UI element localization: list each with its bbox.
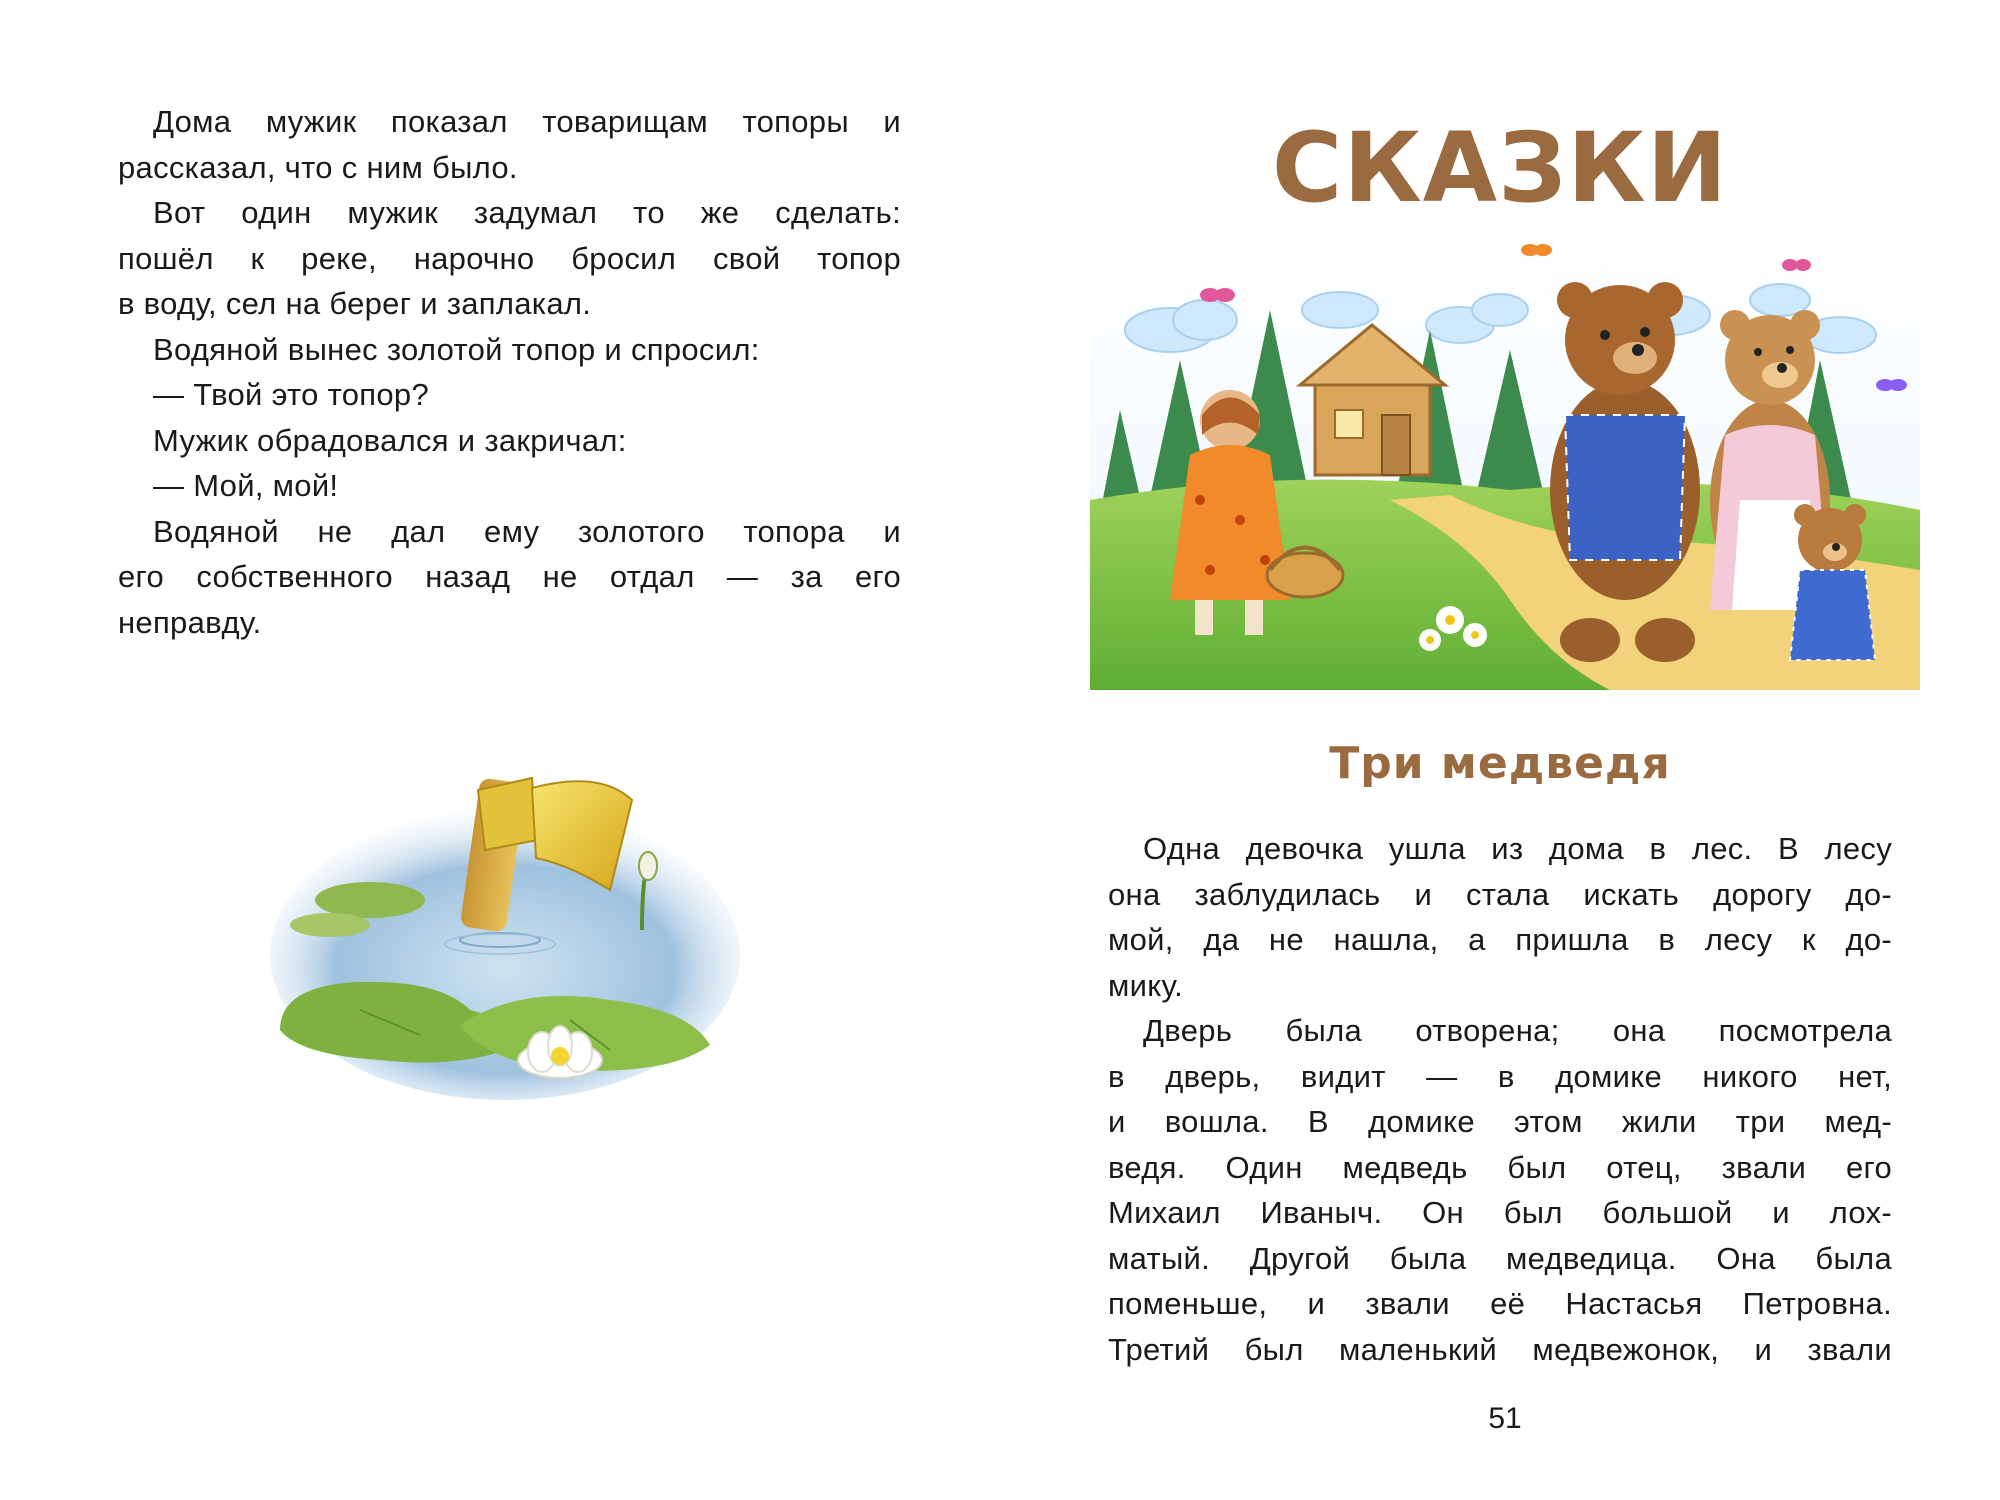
text-line: Вот один мужик задумал то же сделать: xyxy=(153,195,901,230)
text-line: ведя. Один медведь был отец, звали его xyxy=(1108,1149,1892,1185)
text-line: поменьше, и звали её Настасья Петровна. xyxy=(1108,1286,1892,1321)
text-line: неправду. xyxy=(118,604,262,640)
text-line: Одна девочка ушла из дома в лес. В лесу xyxy=(1143,831,1892,866)
text-line: Водяной вынес золотой топор и спросил: xyxy=(153,331,760,367)
text-line: Михаил Иваныч. Он был большой и лох- xyxy=(1108,1195,1892,1230)
text-line: в дверь, видит — в домике никого нет, xyxy=(1108,1058,1892,1094)
text-line: Третий был маленький медвежонок, и звали xyxy=(1108,1331,1892,1367)
section-title: СКАЗКИ xyxy=(1271,112,1729,224)
text-line: в воду, сел на берег и заплакал. xyxy=(118,286,592,321)
text-line: пошёл к реке, нарочно бросил свой топор xyxy=(118,240,901,276)
story-title: Три медведя xyxy=(1329,738,1671,789)
right-page xyxy=(1000,0,2000,1500)
three-bears-and-girl-illustration xyxy=(1090,240,1920,690)
text-line: рассказал, что с ним было. xyxy=(118,149,518,185)
page-number: 51 xyxy=(1488,1402,1522,1435)
text-line: и вошла. В домике этом жили три мед- xyxy=(1108,1104,1892,1139)
text-line: Дома мужик показал товарищам топоры и xyxy=(153,104,901,139)
text-line: Мужик обрадовался и закричал: xyxy=(153,422,627,458)
text-line: — Твой это топор? xyxy=(153,377,430,412)
text-line: она заблудилась и стала искать дорогу до- xyxy=(1108,876,1892,912)
text-line: мику. xyxy=(1108,967,1184,1003)
right-page-text xyxy=(1108,826,1892,1372)
text-line: матый. Другой была медведица. Она была xyxy=(1108,1240,1892,1276)
left-page-text xyxy=(118,99,901,645)
text-line: мой, да не нашла, а пришла в лесу к до- xyxy=(1108,922,1892,957)
text-line: его собственного назад не отдал — за его xyxy=(118,559,901,594)
text-line: Дверь была отворена; она посмотрела xyxy=(1143,1013,1892,1048)
text-line: Водяной не дал ему золотого топора и xyxy=(153,513,901,549)
text-line: — Мой, мой! xyxy=(153,468,339,503)
golden-axe-in-pond-illustration xyxy=(270,770,740,1110)
